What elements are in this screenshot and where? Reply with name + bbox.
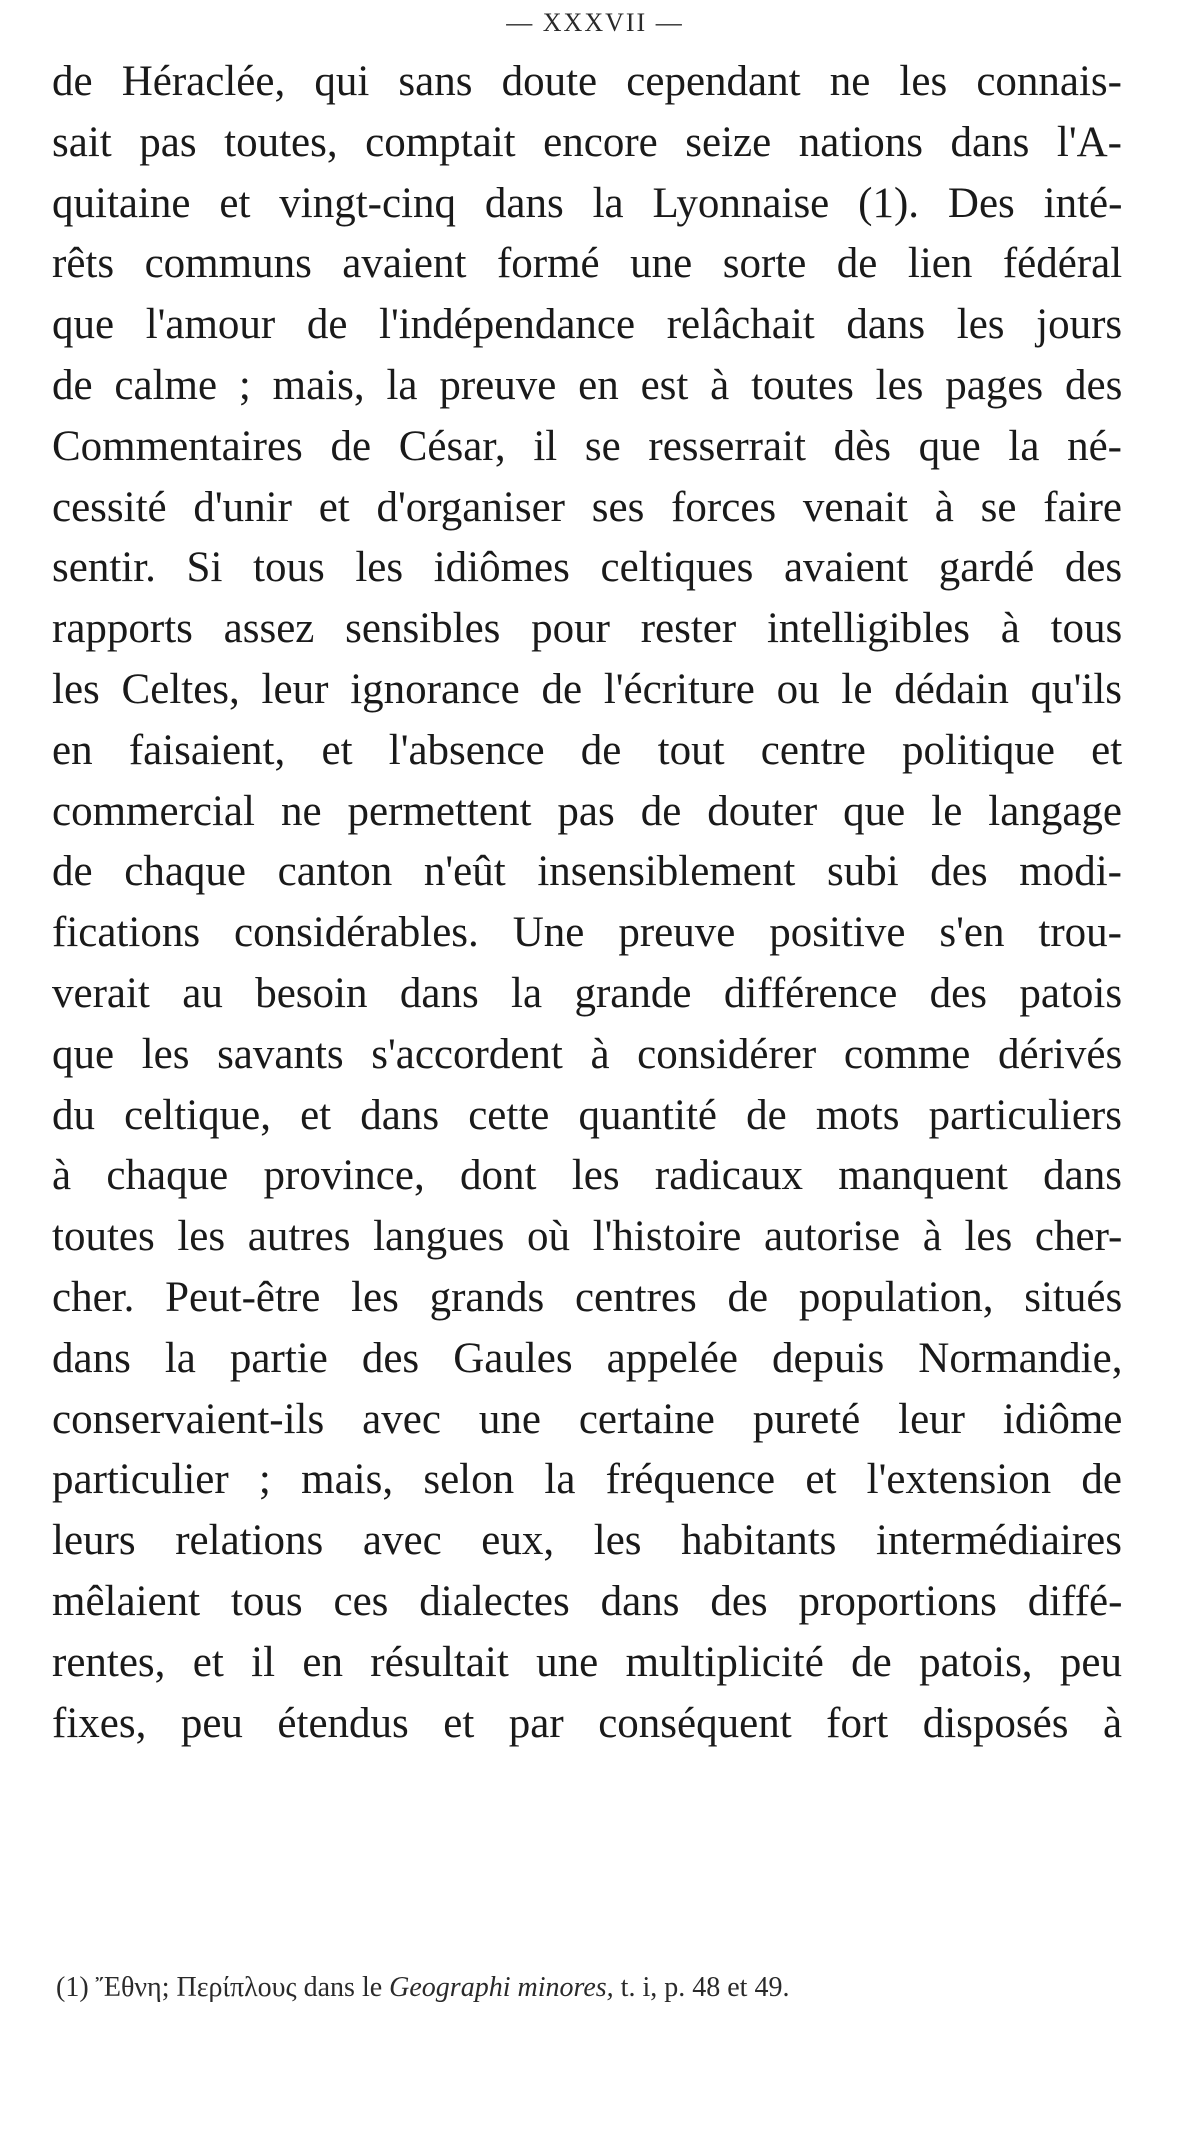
footnote-title: Geographi minores, bbox=[389, 1972, 614, 2003]
text-line: toutes les autres langues où l'histoire autorise à les cher- bbox=[52, 1213, 1123, 1261]
text-line: de calme ; mais, la preuve en est à toutes les pages des bbox=[52, 361, 1123, 409]
text-line: de Héraclée, qui sans doute cependant ne les connais- bbox=[52, 58, 1122, 105]
text-line: les Celtes, leur ignorance de l'écriture ou le dédain qu'ils bbox=[52, 665, 1122, 713]
text-line: du celtique, et dans cette quantité de mots particuliers bbox=[52, 1091, 1122, 1139]
text-line: cessité d'unir et d'organiser ses forces venait à se faire bbox=[52, 483, 1122, 531]
text-line: quitaine et vingt-cinq dans la Lyonnaise (1). Des inté- bbox=[52, 179, 1123, 227]
text-line: rapports assez sensibles pour rester intelligibles à tous bbox=[52, 605, 1123, 653]
text-line: rentes, et il en résultait une multiplicité de patois, peu bbox=[52, 1638, 1122, 1686]
footnote bbox=[56, 1970, 1136, 2006]
text-line: fications considérables. Une preuve positive s'en trou- bbox=[52, 909, 1122, 957]
text-line: rêts communs avaient formé une sorte de lien fédéral bbox=[52, 240, 1123, 288]
page-number: — XXXVII — bbox=[506, 8, 684, 37]
text-line: cher. Peut-être les grands centres de population, situés bbox=[52, 1273, 1123, 1321]
footnote-greek: Ἔθνη; Περίπλους bbox=[95, 1972, 297, 2003]
text-line: commercial ne permettent pas de douter que le langage bbox=[52, 787, 1122, 835]
text-line: que l'amour de l'indépendance relâchait dans les jours bbox=[52, 301, 1123, 349]
text-line: particulier ; mais, selon la fréquence et l'extension de bbox=[52, 1456, 1122, 1504]
text-line: Commentaires de César, il se resserrait dès que la né- bbox=[52, 422, 1122, 470]
footnote-marker: (1) bbox=[56, 1972, 89, 2003]
text-line: verait au besoin dans la grande différence des patois bbox=[52, 969, 1123, 1017]
text-line: mêlaient tous ces dialectes dans des proportions diffé- bbox=[52, 1577, 1123, 1625]
text-line: en faisaient, et l'absence de tout centre politique et bbox=[52, 726, 1123, 774]
body-text bbox=[52, 52, 1122, 1754]
text-line: à chaque province, dont les radicaux manquent dans bbox=[52, 1152, 1122, 1200]
text-line: fixes, peu étendus et par conséquent fort disposés à bbox=[52, 1699, 1123, 1747]
text-line: conservaient-ils avec une certaine pureté leur idiôme bbox=[52, 1395, 1123, 1443]
text-line: que les savants s'accordent à considérer comme dérivés bbox=[52, 1030, 1123, 1078]
text-line: de chaque canton n'eût insensiblement subi des modi- bbox=[52, 848, 1122, 896]
text-line: leurs relations avec eux, les habitants intermédiaires bbox=[52, 1517, 1122, 1565]
text-line: dans la partie des Gaules appelée depuis Normandie, bbox=[52, 1334, 1123, 1382]
text-line: sentir. Si tous les idiômes celtiques avaient gardé des bbox=[52, 544, 1123, 592]
footnote-dans: dans le bbox=[303, 1972, 383, 2003]
footnote-ref: t. i, p. 48 et 49. bbox=[620, 1972, 790, 2003]
text-line: sait pas toutes, comptait encore seize nations dans l'A- bbox=[52, 118, 1122, 166]
